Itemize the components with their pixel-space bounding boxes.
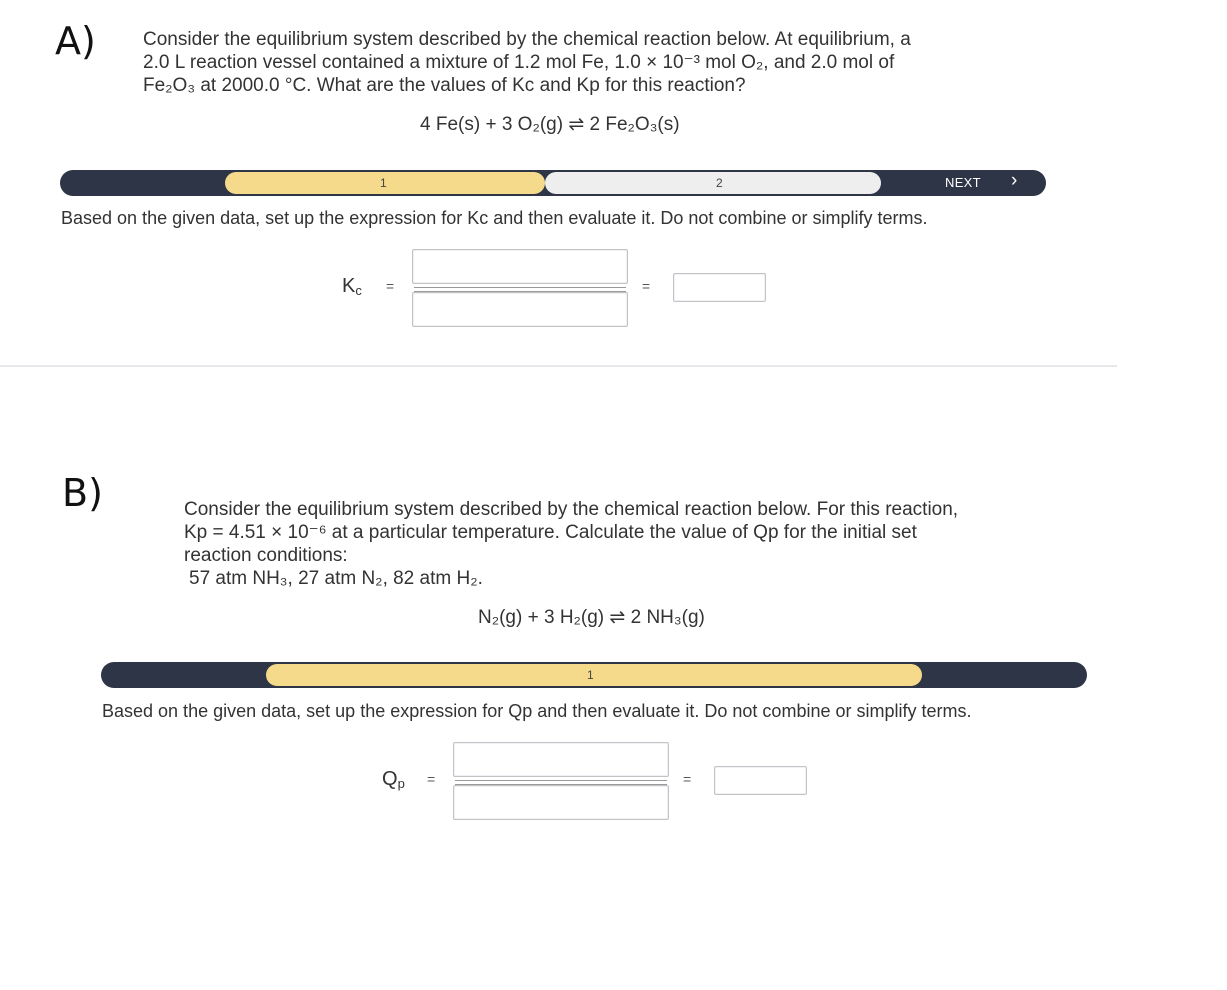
part-b-equals-sign-2: =: [683, 771, 692, 787]
part-b-label: B): [62, 471, 103, 515]
part-b-progress-bar: [101, 662, 1087, 688]
part-a-label: A): [55, 19, 96, 63]
part-a-question-line-2: 2.0 L reaction vessel contained a mixture of 1.2 mol Fe, 1.0 × 10⁻³ mol O₂, and 2.0 mol of: [143, 52, 895, 73]
part-b-equals-sign-1: =: [427, 771, 436, 787]
part-a-equals-sign-1: =: [386, 278, 395, 294]
part-a-step-1-label: 1: [380, 176, 387, 190]
part-b-step-1[interactable]: [266, 664, 922, 686]
qp-denominator-input[interactable]: [453, 785, 669, 820]
part-a-step-1[interactable]: [225, 172, 545, 194]
part-a-equals-sign-2: =: [642, 278, 651, 294]
part-a-question-line-1: Consider the equilibrium system described by the chemical reaction below. At equilibrium, a: [143, 29, 911, 50]
part-a-step-2[interactable]: [545, 172, 881, 194]
qp-result-input[interactable]: [714, 766, 807, 795]
part-a-instruction: Based on the given data, set up the expression for Kc and then evaluate it. Do not combine or simplify terms.: [61, 208, 928, 228]
kc-result-input[interactable]: [673, 273, 766, 302]
part-b-question-line-2: Kp = 4.51 × 10⁻⁶ at a particular temperature. Calculate the value of Qp for the initial set: [184, 522, 917, 543]
qp-numerator-input[interactable]: [453, 742, 669, 777]
part-a-step-2-label: 2: [716, 176, 723, 190]
next-button-label: NEXT: [945, 175, 981, 190]
part-b-step-1-label: 1: [587, 668, 594, 682]
qp-symbol-sub: p: [397, 776, 405, 791]
kc-symbol-sub: c: [355, 283, 362, 298]
next-button[interactable]: [945, 170, 1045, 193]
section-divider: [0, 365, 1117, 367]
kc-symbol: [342, 275, 362, 298]
part-b-reaction: N₂(g) + 3 H₂(g) ⇌ 2 NH₃(g): [478, 607, 705, 628]
kc-denominator-input[interactable]: [412, 292, 628, 327]
part-b-question-line-3: reaction conditions:: [184, 545, 348, 566]
kc-symbol-main: K: [342, 275, 356, 297]
part-b-question-line-4: 57 atm NH₃, 27 atm N₂, 82 atm H₂.: [189, 568, 483, 589]
part-b-question: [184, 498, 1084, 590]
kc-numerator-input[interactable]: [412, 249, 628, 284]
part-a-question-line-3: Fe₂O₃ at 2000.0 °C. What are the values of Kc and Kp for this reaction?: [143, 75, 746, 96]
qp-symbol: [382, 768, 405, 791]
part-b-question-line-1: Consider the equilibrium system described by the chemical reaction below. For this reaction,: [184, 499, 959, 520]
chevron-right-icon: ›: [1011, 170, 1018, 191]
part-a-progress-bar: [60, 170, 1046, 196]
part-b-instruction: Based on the given data, set up the expression for Qp and then evaluate it. Do not combine or simplify terms.: [102, 701, 972, 721]
part-a-reaction: 4 Fe(s) + 3 O₂(g) ⇌ 2 Fe₂O₃(s): [420, 114, 680, 135]
qp-symbol-main: Q: [382, 768, 398, 790]
part-a-question: [143, 28, 1043, 97]
